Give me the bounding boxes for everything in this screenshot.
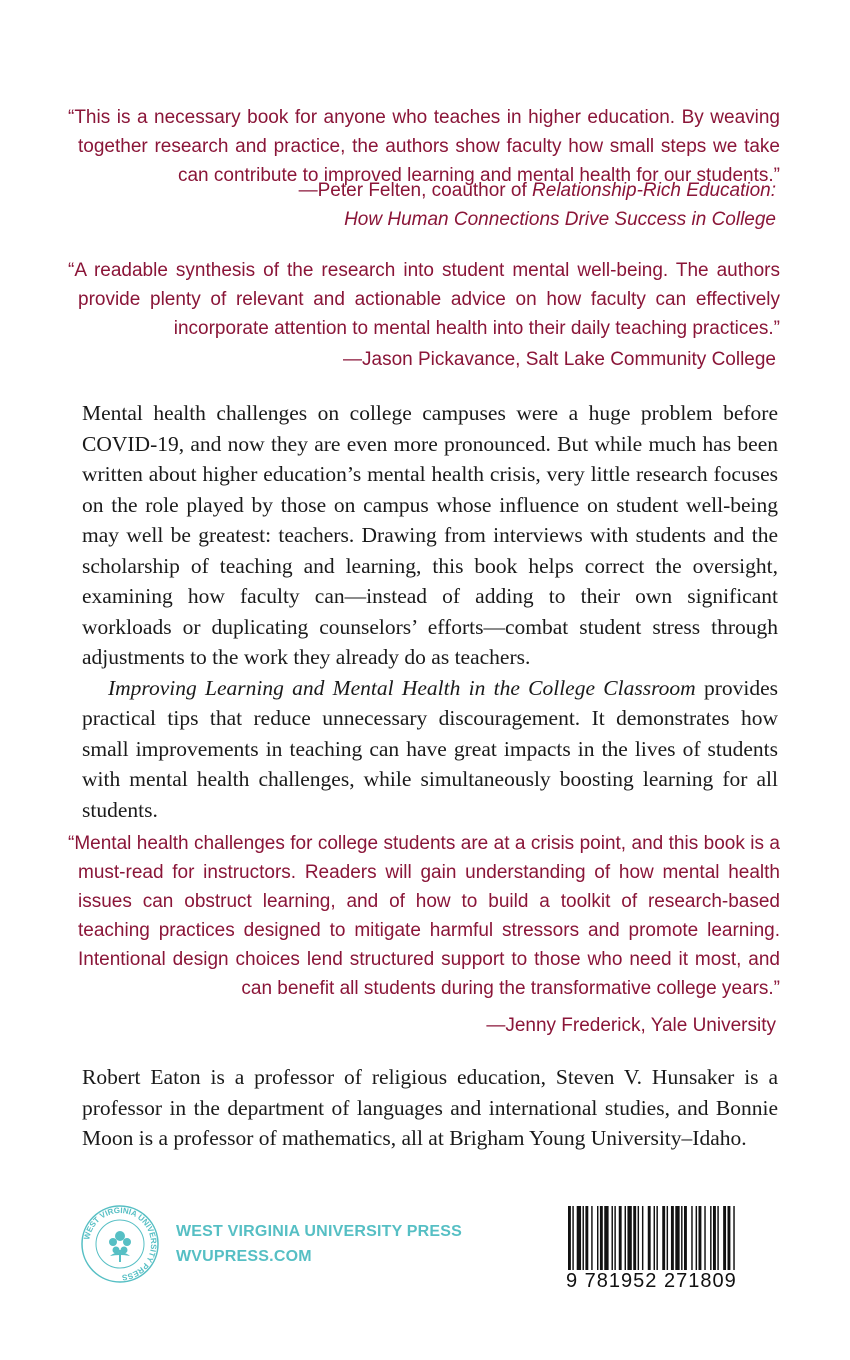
endorsement-attribution-1 xyxy=(216,176,776,234)
publisher-seal-logo xyxy=(80,1204,160,1284)
publisher-name: WEST VIRGINIA UNIVERSITY PRESS xyxy=(176,1223,463,1240)
endorsement-attribution-3: —Jenny Frederick, Yale University xyxy=(486,1015,776,1036)
description-paragraph-1: Mental health challenges on college campuses were a huge problem before COVID-19, and now they are even more pronounced. But while much has been written about higher education’s mental health crisis, very little research focuses on the role played by those on campus whose influence on student well-being may well be greatest: teachers. Drawing from interviews with students and the scholarship of teaching and learning, this book helps correct the oversight, examining how faculty can—instead of adding to their own significant workloads or duplicating counselors’ efforts—combat student stress through adjustments to the work they already do as teachers. xyxy=(82,401,778,669)
logo-ring-text: WEST VIRGINIA UNIVERSITY PRESS xyxy=(82,1205,159,1283)
publisher-url[interactable]: WVUPRESS.COM xyxy=(176,1248,312,1265)
endorsement-quote-2: “A readable synthesis of the research into student mental well-being. The authors provide plenty of relevant and actionable advice on how faculty can effectively incorporate attention to mental health into their daily teaching practices.” xyxy=(68,260,780,339)
endorsement-quote-3: “Mental health challenges for college students are at a crisis point, and this book is a must-read for instructors. Readers will gain understanding of how mental health issues can obstruct learning, and of how to build a toolkit of research-based teaching practices designed to mitigate harmful stressors and promote learning. Intentional design choices lend structured support to those who need it most, and can benefit all students during the transformative college years.” xyxy=(68,833,780,999)
attribution-book-title-line2: How Human Connections Drive Success in College xyxy=(344,209,776,230)
attribution-prefix: —Peter Felten, coauthor of xyxy=(298,180,527,201)
attribution-book-title-line1: Relationship-Rich Education: xyxy=(532,180,776,201)
description-paragraph-2-text: provides practical tips that reduce unnecessary discouragement. It demonstrates how small improvements in teaching can have great impacts in the lives of students with mental health challenges, while simultaneously boosting learning for all students. xyxy=(82,675,778,822)
isbn-digits: 9 781952 271809 xyxy=(566,1270,737,1292)
book-title: Improving Learning and Mental Health in the College Classroom xyxy=(108,675,696,700)
book-description xyxy=(82,398,778,825)
endorsement-attribution-2: —Jason Pickavance, Salt Lake Community College xyxy=(343,349,776,370)
endorsement-quote-1: “This is a necessary book for anyone who teaches in higher education. By weaving together research and practice, the authors show faculty how small steps we take can contribute to improved learning and mental health for our students.” xyxy=(68,107,780,186)
authors-bio: Robert Eaton is a professor of religious education, Steven V. Hunsaker is a professor in the department of languages and international studies, and Bonnie Moon is a professor of mathematics, all at Brigham Young University–Idaho. xyxy=(82,1065,778,1150)
description-paragraph-2 xyxy=(82,673,778,826)
